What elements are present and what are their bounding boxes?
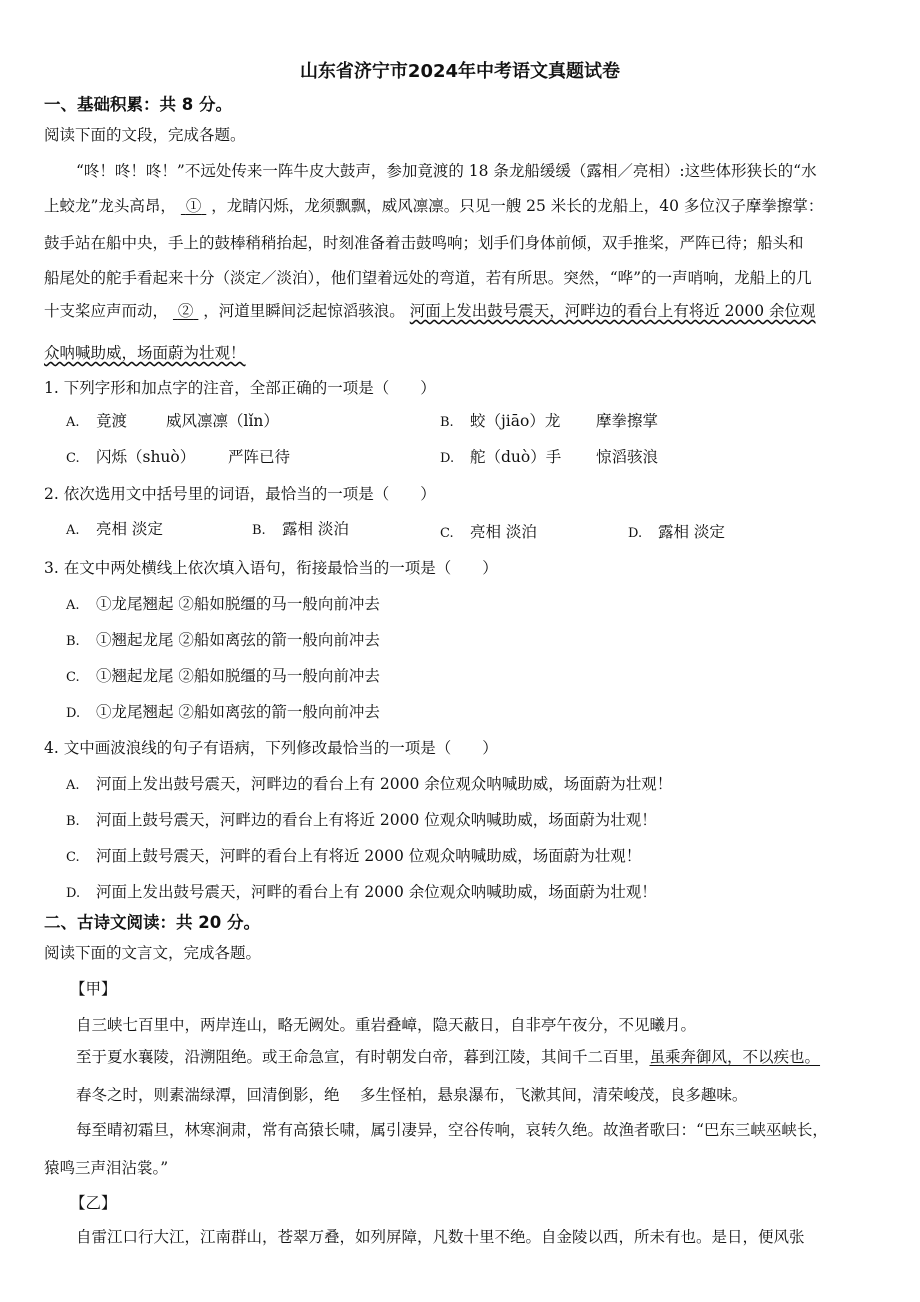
- section-instruction-2: 阅读下面的文言文，完成各题。: [44, 944, 262, 962]
- q1-option-a[interactable]: A. 竟渡 威风凛凛（lǐn）: [66, 412, 279, 430]
- passage-text: 上蛟龙”龙头高昂，: [44, 197, 176, 215]
- q4-option-d[interactable]: D. 河面上发出鼓号震天，河畔的看台上有 2000 余位观众呐喊助威，场面蔚为壮观！: [66, 883, 657, 901]
- passage-line-3: 鼓手站在船中央，手上的鼓棒稍稍抬起，时刻准备着击鼓鸣响；划手们身体前倾，双手推桨，严阵已待；船头和: [44, 234, 804, 252]
- jia-line-5: 猿鸣三声泪沾裳。”: [44, 1159, 169, 1177]
- passage-line-2: [44, 195, 823, 217]
- question-3-stem: 3. 在文中两处横线上依次填入语句，衔接最恰当的一项是（ ）: [44, 559, 498, 577]
- page-title: 山东省济宁市2024年中考语文真题试卷: [299, 61, 621, 82]
- q2-option-a[interactable]: A. 亮相 淡定: [66, 520, 163, 538]
- passage-text: ，龙睛闪烁，龙须飘飘，威风凛凛。只见一艘 25 米长的龙船上，40 多位汉子摩拳擦掌：: [211, 197, 824, 215]
- passage-line-4: 船尾处的舵手看起来十分（淡定／淡泊），他们望着远处的弯道，若有所思。突然，“哗”的一声哨响，龙船上的几: [44, 269, 812, 287]
- wavy-sentence: 河面上发出鼓号震天，河畔边的看台上有将近 2000 余位观: [409, 302, 816, 320]
- q3-option-b[interactable]: B. ①翘起龙尾 ②船如离弦的箭一般向前冲去: [66, 631, 380, 649]
- question-4-stem: 4. 文中画波浪线的句子有语病，下列修改最恰当的一项是（ ）: [44, 739, 498, 757]
- underlined-sentence: 虽乘奔御风，不以疾也。: [649, 1048, 821, 1066]
- section-heading-2: 二、古诗文阅读：共 20 分。: [44, 913, 260, 932]
- yi-line-1: 自雷江口行大江，江南群山，苍翠万叠，如列屏障，凡数十里不绝。自金陵以西，所未有也。是日，便风张: [76, 1228, 805, 1246]
- wavy-sentence-end: 众呐喊助威，场面蔚为壮观！: [44, 344, 246, 362]
- passage-line-1: “咚！咚！咚！”不远处传来一阵牛皮大鼓声，参加竟渡的 18 条龙船缓缓（露相／亮相）:这些体形狭长的“水: [76, 162, 817, 180]
- q3-option-d[interactable]: D. ①龙尾翘起 ②船如离弦的箭一般向前冲去: [66, 703, 380, 721]
- passage-text: 十支桨应声而动，: [44, 302, 169, 320]
- section-instruction-1: 阅读下面的文段，完成各题。: [44, 126, 246, 144]
- q3-option-a[interactable]: A. ①龙尾翘起 ②船如脱缰的马一般向前冲去: [66, 595, 380, 613]
- q2-option-b[interactable]: B. 露相 淡泊: [252, 520, 349, 538]
- q4-option-a[interactable]: A. 河面上发出鼓号震天，河畔边的看台上有 2000 余位观众呐喊助威，场面蔚为壮观！: [66, 775, 673, 793]
- q3-option-c[interactable]: C. ①翘起龙尾 ②船如脱缰的马一般向前冲去: [66, 667, 380, 685]
- text-label-yi: 【乙】: [70, 1194, 117, 1212]
- jia-line-3: 春冬之时，则素湍绿潭，回清倒影，绝 多生怪柏，悬泉瀑布，飞漱其间，清荣峻茂，良多趣味。: [76, 1086, 748, 1104]
- q4-option-b[interactable]: B. 河面上鼓号震天，河畔边的看台上有将近 2000 位观众呐喊助威，场面蔚为壮观！: [66, 811, 657, 829]
- question-1-stem: 1. 下列字形和加点字的注音，全部正确的一项是（ ）: [44, 379, 436, 397]
- blank-1: ①: [185, 197, 202, 215]
- jia-line-2: 至于夏水襄陵，沿溯阻绝。或王命急宣，有时朝发白帝，暮到江陵，其间千二百里，虽乘奔御风，不以疾也。: [76, 1048, 821, 1066]
- question-2-stem: 2. 依次选用文中括号里的词语，最恰当的一项是（ ）: [44, 485, 436, 503]
- q1-option-c[interactable]: C. 闪烁（shuò） 严阵已待: [66, 448, 291, 466]
- passage-line-5: [44, 300, 816, 322]
- q2-option-d[interactable]: D. 露相 淡定: [628, 523, 725, 541]
- jia-line-4: 每至晴初霜旦，林寒涧肃，常有高猿长啸，属引凄异，空谷传响，哀转久绝。故渔者歌曰：“巴东三峡巫峡长，: [76, 1121, 828, 1139]
- section-heading-1: 一、基础积累：共 8 分。: [44, 95, 232, 114]
- q4-option-c[interactable]: C. 河面上鼓号震天，河畔的看台上有将近 2000 位观众呐喊助威，场面蔚为壮观！: [66, 847, 642, 865]
- q1-option-b[interactable]: B. 蛟（jiāo）龙 摩拳擦掌: [440, 412, 659, 430]
- passage-text: ，河道里瞬间泛起惊滔骇浪。: [203, 302, 405, 320]
- q2-option-c[interactable]: C. 亮相 淡泊: [440, 523, 537, 541]
- q1-option-d[interactable]: D. 舵（duò）手 惊滔骇浪: [440, 448, 659, 466]
- text-label-jia: 【甲】: [70, 980, 117, 998]
- blank-2: ②: [177, 302, 194, 320]
- jia-line-1: 自三峡七百里中，两岸连山，略无阙处。重岩叠嶂，隐天蔽日，自非亭午夜分，不见曦月。: [76, 1016, 697, 1034]
